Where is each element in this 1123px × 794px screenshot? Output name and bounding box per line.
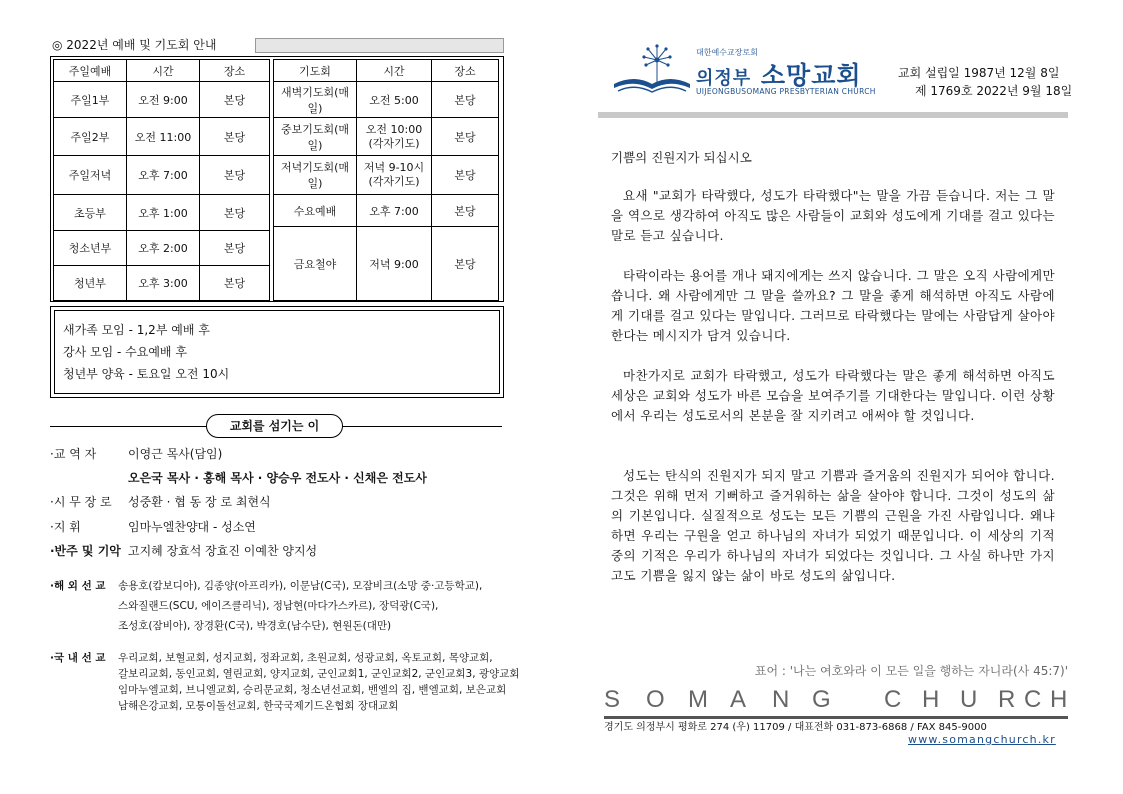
cell: 주일저녁 [54, 156, 127, 195]
cell: 본당 [200, 118, 270, 156]
table-row [54, 266, 270, 301]
meeting-line: 청년부 양육 - 토요일 오전 10시 [63, 367, 230, 381]
overseas-label: ·해 외 선 교 [50, 580, 106, 592]
cell: 초등부 [54, 195, 127, 231]
meeting-line: 새가족 모임 - 1,2부 예배 후 [63, 323, 210, 337]
church-address: 경기도 의정부시 평화로 274 (우) 11709 / 대표전화 031-873-6868 / FAX 845-9000 [604, 722, 987, 733]
cell: 본당 [200, 82, 270, 118]
worship-table [53, 59, 270, 301]
cell: 본당 [200, 231, 270, 266]
article-title: 기쁨의 진원지가 되십시오 [611, 150, 752, 165]
founded-date: 교회 설립일 1987년 12월 8일 [898, 66, 1060, 80]
elder: 성중환 · 협 동 장 로 최현식 [128, 495, 271, 509]
cell: 저녁 9-10시 (각자기도) [357, 156, 432, 195]
cell: 본당 [432, 227, 499, 301]
cell: 오전 11:00 [127, 118, 200, 156]
website-link[interactable]: www.somangchurch.kr [908, 733, 1056, 746]
overseas-line: 송용호(캄보디아), 김종양(아프리카), 이문남(C국), 모잠비크(소망 중·고등학교), [118, 580, 483, 592]
cover-verse: 표어 : '나는 여호와라 이 모든 일을 행하는 자니라(사 45:7)' [754, 664, 1068, 678]
cell: 새벽기도회(매일) [274, 82, 357, 118]
table-row [54, 82, 270, 118]
cell: 오전 10:00 (각자기도) [357, 118, 432, 156]
cell: 오후 7:00 [357, 195, 432, 227]
banner-letter: A [730, 686, 747, 713]
worship-header: 장소 [200, 60, 270, 82]
banner-letter: H [922, 686, 940, 713]
cell: 중보기도회(매일) [274, 118, 357, 156]
domestic-label: ·국 내 선 교 [50, 652, 106, 664]
banner-letter: U [960, 686, 978, 713]
table-row [54, 118, 270, 156]
cell: 오후 2:00 [127, 231, 200, 266]
banner-letter: M [688, 686, 708, 713]
somang-church-banner [604, 684, 1068, 719]
cell: 오후 1:00 [127, 195, 200, 231]
banner-letter: C [884, 686, 902, 713]
article-paragraph: 성도는 탄식의 진원지가 되지 말고 기쁨과 즐거움의 진원지가 되어야 합니다. 그것은 위해 먼저 기뻐하고 즐거워하는 삶을 살아야 합니다. 그것이 성도의 삶의 기본입니다. 실질적으로 성도는 모든 기쁨의 근원을 가진 사람입니다. 왜냐하면 우리는 구원을 얻고 하나님의 자녀가 되었기 때문입니다. 이 세상의 기적 중의 기적은 우리가 하나님의 자녀가 되었다는 것입니다. 그 사실 하나만 가지고도 기쁨을 잃지 않는 삶이 바로 성도의 삶입니다. [611, 468, 1055, 583]
cell: 본당 [200, 156, 270, 195]
logo-name-main: 소망교회 [760, 61, 862, 90]
cell: 본당 [432, 118, 499, 156]
heading-bar [255, 38, 504, 53]
elder-label: ·시 무 장 로 [50, 495, 112, 509]
table-row [274, 195, 499, 227]
banner-letter: N [772, 686, 790, 713]
meetings-inner [54, 310, 500, 394]
cell: 오후 7:00 [127, 156, 200, 195]
schedule-heading [50, 36, 502, 52]
logo-english: UIJEONGBUSOMANG PRESBYTERIAN CHURCH [696, 87, 876, 96]
cell: 오전 9:00 [127, 82, 200, 118]
table-row [54, 156, 270, 195]
accompany-label: ·반주 및 기악 [50, 544, 121, 558]
article-paragraph: 타락이라는 용어를 개나 돼지에게는 쓰지 않습니다. 그 말은 오직 사람에게만 씁니다. 왜 사람에게만 그 말을 쓸까요? 그 말을 좋게 해석하면 아직도 사람에게 기대를 걸고 있다는 말입니다. 그러므로 타락했다는 말에는 사람답게 살아야 한다는 메시지가 담겨 있습니다. [611, 268, 1055, 343]
worship-header: 주일예배 [54, 60, 127, 82]
table-row [274, 227, 499, 301]
banner-letter: O [646, 686, 665, 713]
serve-title: 교회를 섬기는 이 [206, 414, 343, 438]
article-paragraph: 마찬가지로 교회가 타락했고, 성도가 타락했다는 말은 좋게 해석하면 아직도 세상은 교회와 성도가 바른 모습을 보여주기를 기대한다는 말입니다. 이런 상황에서 우리는 성도로서의 본분을 잘 지키려고 애써야 할 것입니다. [611, 368, 1055, 423]
table-row [54, 231, 270, 266]
meeting-line: 강사 모임 - 수요예배 후 [63, 345, 187, 359]
cell: 청년부 [54, 266, 127, 301]
banner-letter: R [998, 686, 1016, 713]
cell: 본당 [432, 82, 499, 118]
cell: 저녁 9:00 [357, 227, 432, 301]
cell: 오후 3:00 [127, 266, 200, 301]
logo-denomination: 대한예수교장로회 [696, 48, 758, 57]
church-logo-icon [612, 42, 692, 97]
pastor-label: ·교 역 자 [50, 447, 97, 461]
cell: 금요철야 [274, 227, 357, 301]
overseas-line: 조성호(잠비아), 장경환(C국), 박경호(남수단), 현원돈(대만) [118, 620, 392, 632]
domestic-line: 우리교회, 보혈교회, 성지교회, 정좌교회, 초원교회, 성광교회, 옥토교회, 목양교회, [118, 652, 493, 664]
cell: 본당 [432, 156, 499, 195]
meetings-box [50, 306, 504, 398]
cell: 본당 [200, 195, 270, 231]
accompany: 고지혜 장효석 장효진 이예찬 양지성 [128, 544, 318, 558]
conductor-label: ·지 휘 [50, 520, 81, 534]
banner-letter: H [1050, 686, 1068, 713]
table-row [274, 156, 499, 195]
banner-letter: G [812, 686, 831, 713]
banner-letter: C [1024, 686, 1042, 713]
issue-number: 제 1769호 2022년 9월 18일 [915, 84, 1073, 98]
article-paragraph: 요새 "교회가 타락했다, 성도가 타락했다"는 말을 가끔 듣습니다. 저는 그 말을 역으로 생각하여 아직도 많은 사람들이 교회와 성도에게 기대를 걸고 있다는 말로 듣고 싶습니다. [611, 188, 1055, 243]
table-row [274, 82, 499, 118]
prayer-table [273, 59, 499, 301]
conductor: 임마누엘찬양대 - 성소연 [128, 520, 256, 534]
worship-header: 시간 [127, 60, 200, 82]
pastor: 이영근 목사(담임) [128, 447, 223, 461]
cell: 저녁기도회(매일) [274, 156, 357, 195]
overseas-line: 스와질랜드(SCU, 에이즈클리닉), 정남현(마다가스카르), 장덕광(C국), [118, 600, 439, 612]
domestic-line: 임마누엘교회, 브니엘교회, 승리문교회, 청소년선교회, 밴엘의 집, 밴엘교회, 보은교회 [118, 684, 507, 696]
cell: 주일1부 [54, 82, 127, 118]
prayer-header: 시간 [357, 60, 432, 82]
table-row [54, 195, 270, 231]
cell: 수요예배 [274, 195, 357, 227]
header-rule [598, 112, 1068, 118]
prayer-header: 기도회 [274, 60, 357, 82]
domestic-line: 갈보리교회, 동인교회, 열린교회, 양지교회, 군인교회1, 군인교회2, 군인교회3, 광양교회 [118, 668, 520, 680]
banner-letter: S [604, 686, 621, 713]
assistants: 오은국 목사 · 홍해 목사 · 양승우 전도사 · 신채은 전도사 [128, 471, 427, 485]
domestic-line: 남해은강교회, 모퉁이돌선교회, 한국국제기드온협회 장대교회 [118, 700, 399, 712]
schedule-heading-text: ◎ 2022년 예배 및 기도회 안내 [52, 38, 217, 52]
cell: 오전 5:00 [357, 82, 432, 118]
cell: 본당 [200, 266, 270, 301]
table-row [274, 118, 499, 156]
cell: 주일2부 [54, 118, 127, 156]
prayer-header: 장소 [432, 60, 499, 82]
cell: 본당 [432, 195, 499, 227]
cell: 청소년부 [54, 231, 127, 266]
logo-name-prefix: 의정부 [696, 68, 752, 89]
